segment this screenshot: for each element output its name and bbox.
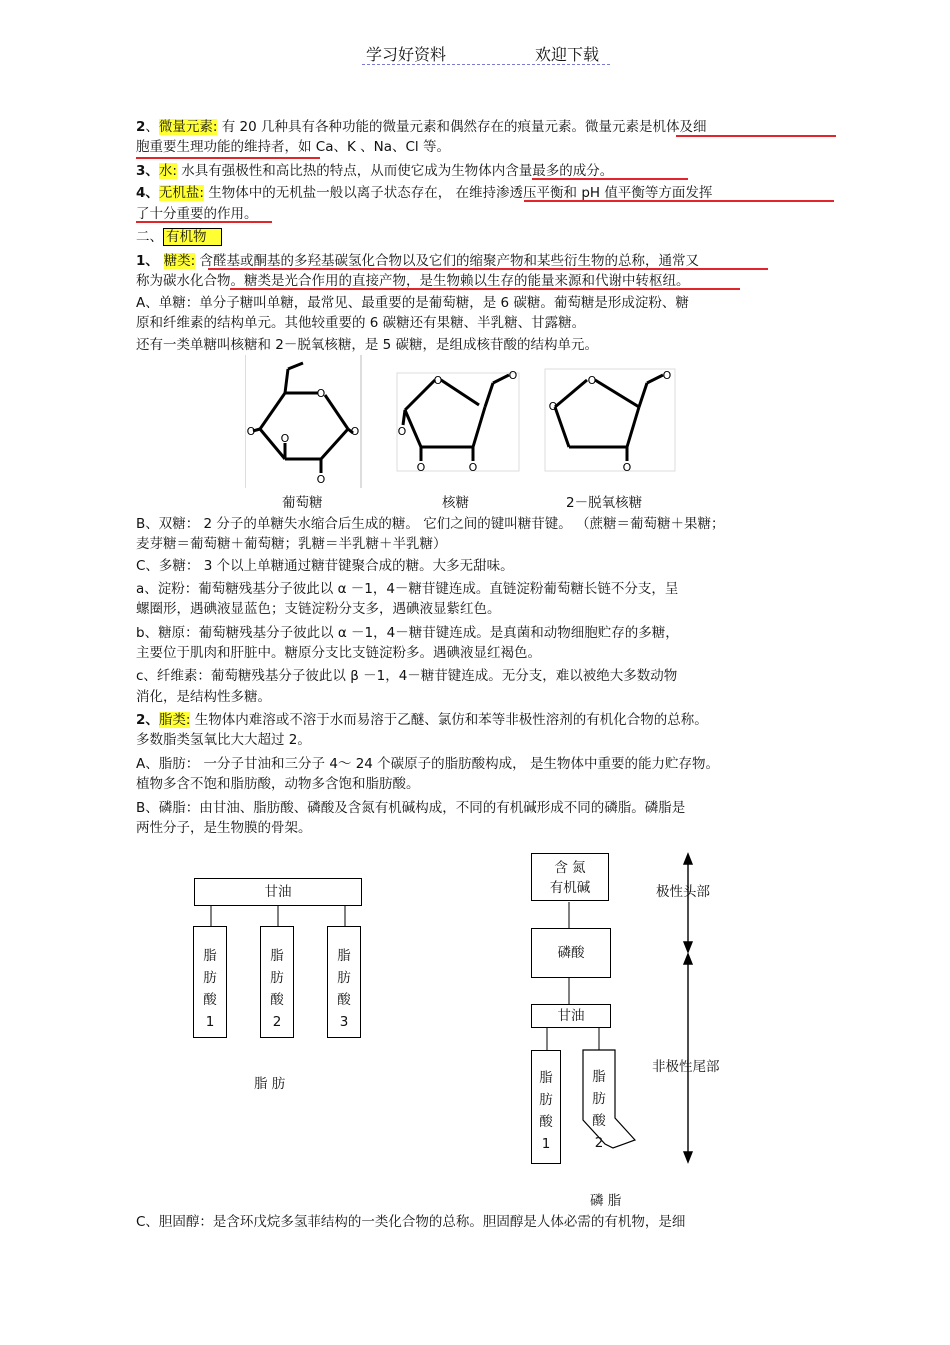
line-2: 胞重要生理功能的维持者，如 Ca、K 、Na、Cl 等。 xyxy=(136,139,450,155)
ring-oxygen-label: O xyxy=(397,425,407,438)
line-water: 3、水: 水具有强极性和高比热的特点，从而使它成为生物体内含量最多的成分。 xyxy=(136,163,614,179)
line-organic-heading: 二、 有机物 xyxy=(136,228,222,246)
line-5: 了十分重要的作用。 xyxy=(136,206,258,222)
line-25: B、磷脂：由甘油、脂肪酸、磷酸及含氮有机碱构成，不同的有机碱形成不同的磷脂。磷脂是 xyxy=(136,800,686,816)
nonpolar-tail-label: 非极性尾部 xyxy=(652,1059,720,1075)
line-23: A、脂肪： 一分子甘油和三分子 4～ 24 个碳原子的脂肪酸构成， 是生物体中重要的能力贮存物。 xyxy=(136,756,719,772)
glucose-ring xyxy=(253,363,353,473)
caption-glucose: 葡萄糖 xyxy=(282,495,323,511)
red-underline xyxy=(136,221,272,223)
line-inorganic-salt: 4、无机盐: 生物体中的无机盐一般以离子状态存在， 在维持渗透压平衡和 pH 值平衡等方面发挥 xyxy=(136,185,713,201)
ring-oxygen-label: O xyxy=(246,425,256,438)
line-19: c、纤维素：葡萄糖残基分子彼此以 β －1，4－糖苷键连成。无分支，难以被绝大多数动物 xyxy=(136,668,678,684)
red-underline xyxy=(230,288,740,290)
term-lipids: 脂类: xyxy=(158,712,191,728)
fat-fatty-acid-2: 脂 肪 酸 2 xyxy=(260,926,294,1038)
line-20: 消化，是结构性多糖。 xyxy=(136,689,271,705)
phospho-nitrogen-base-box: 含 氮 有机碱 xyxy=(531,853,609,901)
line-14: C、多糖： 3 个以上单糖通过糖苷键聚合成的糖。大多无甜味。 xyxy=(136,558,514,574)
ring-oxygen-label: O xyxy=(622,461,632,474)
term-sugars: 糖类: xyxy=(163,253,196,269)
ring-oxygen-label: O xyxy=(508,369,518,382)
line-10: 原和纤维素的结构单元。其他较重要的 6 碳糖还有果糖、半乳糖、甘露糖。 xyxy=(136,315,586,331)
ring-oxygen-label: O xyxy=(350,425,360,438)
ring-oxygen-label: O xyxy=(316,473,326,486)
caption-fat: 脂 肪 xyxy=(254,1076,286,1092)
line-sugars: 1、 糖类: 含醛基或酮基的多羟基碳氢化合物以及它们的缩聚产物和某些衍生物的总称，通常又 xyxy=(136,253,699,269)
deoxyribose-ring xyxy=(555,375,663,461)
line-12: B、双糖： 2 分子的单糖失水缩合后生成的糖。 它们之间的键叫糖苷键。 （蔗糖＝葡萄糖＋果糖； xyxy=(136,516,725,532)
line-26: 两性分子，是生物膜的骨架。 xyxy=(136,820,312,836)
ring-oxygen-label: O xyxy=(587,374,597,387)
line-13: 麦芽糖＝葡萄糖＋葡萄糖；乳糖＝半乳糖＋半乳糖） xyxy=(136,536,447,552)
header-dashed-rule xyxy=(362,64,610,65)
term-water: 水: xyxy=(158,163,177,179)
ring-oxygen-label: O xyxy=(548,400,558,413)
ring-oxygen-label: O xyxy=(433,374,443,387)
line-lipids: 2、脂类: 生物体内难溶或不溶于水而易溶于乙醚、氯仿和苯等非极性溶剂的有机化合物的总称。 xyxy=(136,712,708,728)
fat-fatty-acid-1: 脂 肪 酸 1 xyxy=(193,926,227,1038)
line-8: 称为碳水化合物。糖类是光合作用的直接产物，是生物赖以生存的能量来源和代谢中转枢纽。 xyxy=(136,273,690,289)
line-15: a、淀粉：葡萄糖残基分子彼此以 α －1，4－糖苷键连成。直链淀粉葡萄糖长链不分支，呈 xyxy=(136,581,679,597)
ring-oxygen-label: O xyxy=(280,432,290,445)
term-organic: 有机物 xyxy=(163,228,222,246)
red-underline xyxy=(676,135,836,137)
caption-phospholipid: 磷 脂 xyxy=(590,1193,622,1209)
red-underline xyxy=(532,178,688,180)
caption-deoxyribose: 2－脱氧核糖 xyxy=(566,495,643,511)
red-underline xyxy=(136,157,320,159)
line-16: 螺圈形，遇碘液显蓝色；支链淀粉分支多，遇碘液显紫红色。 xyxy=(136,601,501,617)
line-18: 主要位于肌肉和肝脏中。糖原分支比支链淀粉多。遇碘液显红褐色。 xyxy=(136,645,541,661)
ribose-ring xyxy=(403,375,509,461)
fat-fatty-acid-3: 脂 肪 酸 3 xyxy=(327,926,361,1038)
term-trace-elements: 微量元素: xyxy=(158,119,218,135)
polar-head-label: 极性头部 xyxy=(656,884,710,900)
phospho-fatty-acid-1: 脂 肪 酸 1 xyxy=(531,1050,561,1164)
line-11: 还有一类单糖叫核糖和 2－脱氧核糖，是 5 碳糖，是组成核苷酸的结构单元。 xyxy=(136,337,599,353)
term-inorganic-salt: 无机盐: xyxy=(158,185,204,201)
ring-oxygen-label: O xyxy=(662,369,672,382)
phospho-fatty-acid-2-label: 脂 肪 酸 2 xyxy=(592,1069,606,1151)
ring-oxygen-label: O xyxy=(316,387,326,400)
line-trace-elements: 2、微量元素: 有 20 几种具有各种功能的微量元素和偶然存在的痕量元素。微量元素是机体及细 xyxy=(136,119,707,135)
line-22: 多数脂类氢氧比大大超过 2。 xyxy=(136,732,311,748)
line-17: b、糖原：葡萄糖残基分子彼此以 α －1，4－糖苷键连成。是真菌和动物细胞贮存的多糖， xyxy=(136,625,679,641)
line-24: 植物多含不饱和脂肪酸，动物多含饱和脂肪酸。 xyxy=(136,776,420,792)
phospho-glycerol-box: 甘油 xyxy=(531,1004,611,1028)
polar-head-arrow xyxy=(684,854,692,952)
phospho-phosphate-box: 磷酸 xyxy=(531,928,611,978)
line-9: A、单糖：单分子糖叫单糖，最常见、最重要的是葡萄糖，是 6 碳糖。葡萄糖是形成淀粉、糖 xyxy=(136,295,689,311)
header-right-text: 欢迎下载 xyxy=(535,45,600,64)
sugar-rings-figure xyxy=(245,355,685,490)
line-27: C、胆固醇：是含环戊烷多氢菲结构的一类化合物的总称。胆固醇是人体必需的有机物，是细 xyxy=(136,1214,686,1230)
ring-oxygen-label: O xyxy=(468,461,478,474)
ring-oxygen-label: O xyxy=(416,461,426,474)
red-underline xyxy=(208,268,768,270)
fat-glycerol-box: 甘油 xyxy=(194,878,362,906)
caption-ribose: 核糖 xyxy=(442,495,469,511)
red-underline xyxy=(524,200,834,202)
header-left-text: 学习好资料 xyxy=(366,45,447,64)
